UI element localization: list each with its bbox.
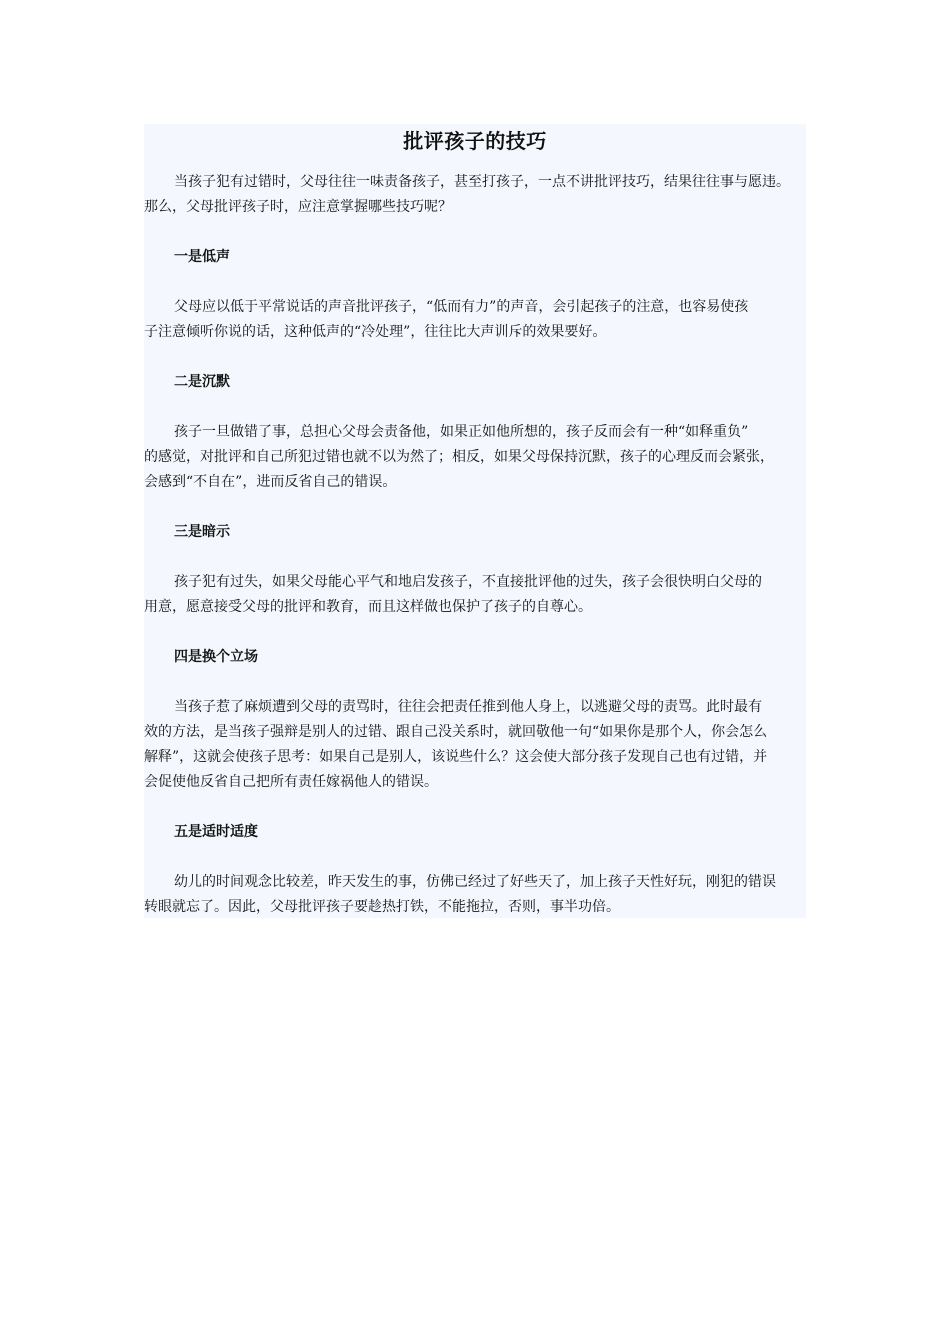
paragraph-line: 效的方法，是当孩子强辩是别人的过错、跟自己没关系时，就回敬他一句“如果你是那个人，你会怎么 <box>144 724 768 740</box>
section-heading-2: 二是沉默 <box>174 374 230 390</box>
section-heading-1: 一是低声 <box>174 249 230 265</box>
paragraph-line: 孩子一旦做错了事，总担心父母会责备他，如果正如他所想的，孩子反而会有一种“如释重负” <box>174 424 749 440</box>
article-body <box>144 124 806 918</box>
section-paragraph-5 <box>144 870 806 920</box>
intro-line: 当孩子犯有过错时，父母往往一味责备孩子，甚至打孩子，一点不讲批评技巧，结果往往事与愿违。 <box>174 174 790 190</box>
section-paragraph-4 <box>144 695 806 795</box>
paragraph-line: 用意，愿意接受父母的批评和教育，而且这样做也保护了孩子的自尊心。 <box>144 599 592 615</box>
paragraph-line: 转眼就忘了。因此，父母批评孩子要趁热打铁，不能拖拉，否则，事半功倍。 <box>144 899 620 915</box>
paragraph-line: 幼儿的时间观念比较差，昨天发生的事，仿佛已经过了好些天了，加上孩子天性好玩，刚犯的错误 <box>174 874 776 890</box>
section-heading-4: 四是换个立场 <box>174 649 258 665</box>
article-title: 批评孩子的技巧 <box>403 129 547 153</box>
paragraph-line: 解释”，这就会使孩子思考：如果自己是别人，该说些什么？这会使大部分孩子发现自己也有过错，并 <box>144 749 768 765</box>
paragraph-line: 会感到“不自在”，进而反省自己的错误。 <box>144 474 397 490</box>
paragraph-line: 会促使他反省自己把所有责任嫁祸他人的错误。 <box>144 774 438 790</box>
intro-paragraph <box>144 170 806 220</box>
paragraph-line: 父母应以低于平常说话的声音批评孩子，“低而有力”的声音，会引起孩子的注意，也容易使孩 <box>174 299 749 315</box>
section-heading-5: 五是适时适度 <box>174 824 258 840</box>
intro-line: 那么，父母批评孩子时，应注意掌握哪些技巧呢？ <box>144 199 452 215</box>
paragraph-line: 当孩子惹了麻烦遭到父母的责骂时，往往会把责任推到他人身上，以逃避父母的责骂。此时最有 <box>174 699 762 715</box>
paragraph-line: 的感觉，对批评和自己所犯过错也就不以为然了；相反，如果父母保持沉默，孩子的心理反而会紧张， <box>144 449 774 465</box>
section-heading-3: 三是暗示 <box>174 524 230 540</box>
paragraph-line: 子注意倾听你说的话，这种低声的“冷处理”，往往比大声训斥的效果要好。 <box>144 324 607 340</box>
paragraph-line: 孩子犯有过失，如果父母能心平气和地启发孩子，不直接批评他的过失，孩子会很快明白父母的 <box>174 574 762 590</box>
section-paragraph-3 <box>144 570 806 620</box>
section-paragraph-2 <box>144 420 806 495</box>
section-paragraph-1 <box>144 295 806 345</box>
